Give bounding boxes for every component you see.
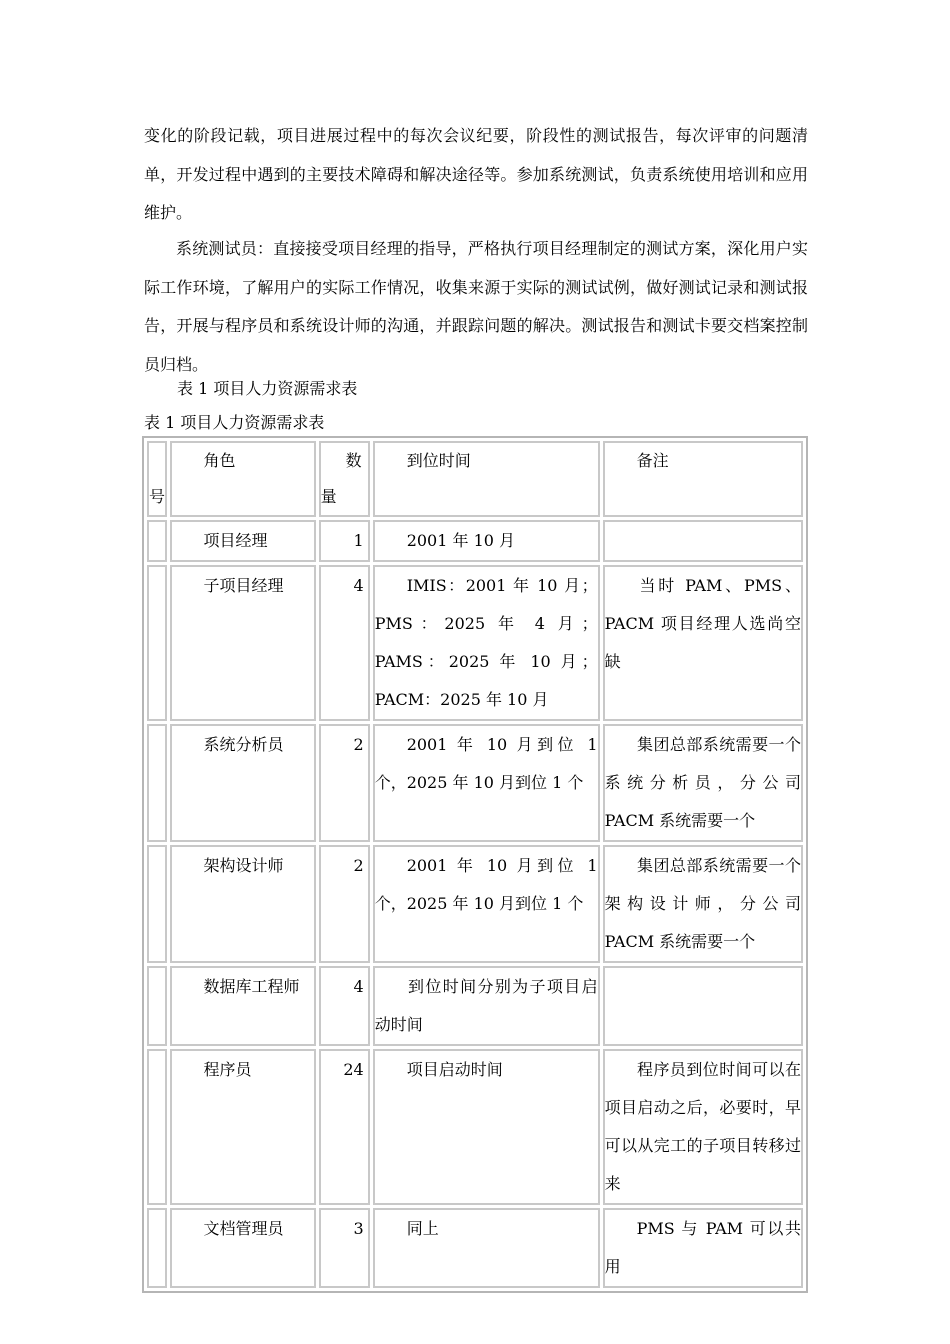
cell-note-text: 集团总部系统需要一个系统分析员，分公司 PACM 系统需要一个 xyxy=(604,735,801,830)
cell-note-text: 集团总部系统需要一个架构设计师，分公司 PACM 系统需要一个 xyxy=(604,856,801,951)
cell-time-text: 2001 年 10 月 xyxy=(406,531,516,550)
header-note-label: 备注 xyxy=(636,451,669,470)
cell-time-text: 2001 年 10 月到位 1 个，2025 年 10 月到位 1 个 xyxy=(374,856,598,913)
cell-time xyxy=(373,520,600,562)
cell-role: 系统分析员 xyxy=(170,724,315,842)
table-caption-indented: 表 1 项目人力资源需求表 xyxy=(177,379,358,398)
staffing-table xyxy=(142,436,808,1293)
cell-qty: 4 xyxy=(319,966,370,1046)
table-row xyxy=(147,845,803,963)
cell-role: 数据库工程师 xyxy=(170,966,315,1046)
cell-qty: 3 xyxy=(319,1208,370,1288)
cell-note xyxy=(603,845,803,963)
header-time xyxy=(373,441,600,517)
cell-role: 子项目经理 xyxy=(170,565,315,721)
header-qty xyxy=(319,441,370,517)
cell-note xyxy=(603,1208,803,1288)
cell-qty: 1 xyxy=(319,520,370,562)
cell-qty: 2 xyxy=(319,724,370,842)
table-row xyxy=(147,724,803,842)
cell-time xyxy=(373,1049,600,1205)
cell-note-text: 当时 PAM、PMS、PACM 项目经理人选尚空缺 xyxy=(604,576,801,671)
cell-no xyxy=(147,520,167,562)
cell-time-text: 到位时间分别为子项目启动时间 xyxy=(374,977,598,1034)
header-time-label: 到位时间 xyxy=(406,451,471,470)
table-row xyxy=(147,520,803,562)
cell-note xyxy=(603,1049,803,1205)
cell-role: 项目经理 xyxy=(170,520,315,562)
cell-qty: 2 xyxy=(319,845,370,963)
cell-note xyxy=(603,565,803,721)
cell-time xyxy=(373,565,600,721)
cell-no xyxy=(147,565,167,721)
cell-note xyxy=(603,966,803,1046)
cell-time-text: 2001 年 10 月到位 1 个，2025 年 10 月到位 1 个 xyxy=(374,735,598,792)
cell-note xyxy=(603,520,803,562)
cell-qty: 4 xyxy=(319,565,370,721)
table-row xyxy=(147,966,803,1046)
cell-time xyxy=(373,1208,600,1288)
cell-no xyxy=(147,966,167,1046)
cell-time-text: 项目启动时间 xyxy=(406,1060,503,1079)
cell-time xyxy=(373,845,600,963)
header-qty-line1: 数 xyxy=(345,451,362,470)
body-paragraph-1: 变化的阶段记载，项目进展过程中的每次会议纪要，阶段性的测试报告，每次评审的问题清单，开发过程中遇到的主要技术障碍和解决途径等。参加系统测试，负责系统使用培训和应用维护。 xyxy=(144,126,808,222)
cell-time-text: 同上 xyxy=(406,1219,439,1238)
cell-time-text: IMIS：2001 年 10 月；PMS：2025 年 4 月；PAMS：2025 年 10 月；PACM：2025 年 10 月 xyxy=(374,576,598,709)
header-note xyxy=(603,441,803,517)
body-paragraph-2: 系统测试员：直接接受项目经理的指导，严格执行项目经理制定的测试方案，深化用户实际工作环境，了解用户的实际工作情况，收集来源于实际的测试试例，做好测试记录和测试报告，开展与程序员和系统设计师的沟通，并跟踪问题的解决。测试报告和测试卡要交档案控制员归档。 xyxy=(144,239,808,374)
header-qty-line2: 量 xyxy=(320,487,337,506)
table-header-row xyxy=(147,441,803,517)
cell-note-text: 程序员到位时间可以在项目启动之后，必要时，早可以从完工的子项目转移过来 xyxy=(604,1060,801,1193)
cell-no xyxy=(147,1049,167,1205)
header-no: 号 xyxy=(147,441,167,517)
cell-qty: 24 xyxy=(319,1049,370,1205)
cell-note xyxy=(603,724,803,842)
cell-role: 架构设计师 xyxy=(170,845,315,963)
cell-role: 程序员 xyxy=(170,1049,315,1205)
cell-no xyxy=(147,724,167,842)
cell-no xyxy=(147,1208,167,1288)
cell-note-text: PMS 与 PAM 可以共用 xyxy=(604,1219,801,1276)
cell-no xyxy=(147,845,167,963)
table-row xyxy=(147,1049,803,1205)
table-row xyxy=(147,1208,803,1288)
table-row xyxy=(147,565,803,721)
cell-time xyxy=(373,966,600,1046)
cell-time xyxy=(373,724,600,842)
cell-role: 文档管理员 xyxy=(170,1208,315,1288)
header-role: 角色 xyxy=(170,441,315,517)
table-caption: 表 1 项目人力资源需求表 xyxy=(144,413,325,432)
